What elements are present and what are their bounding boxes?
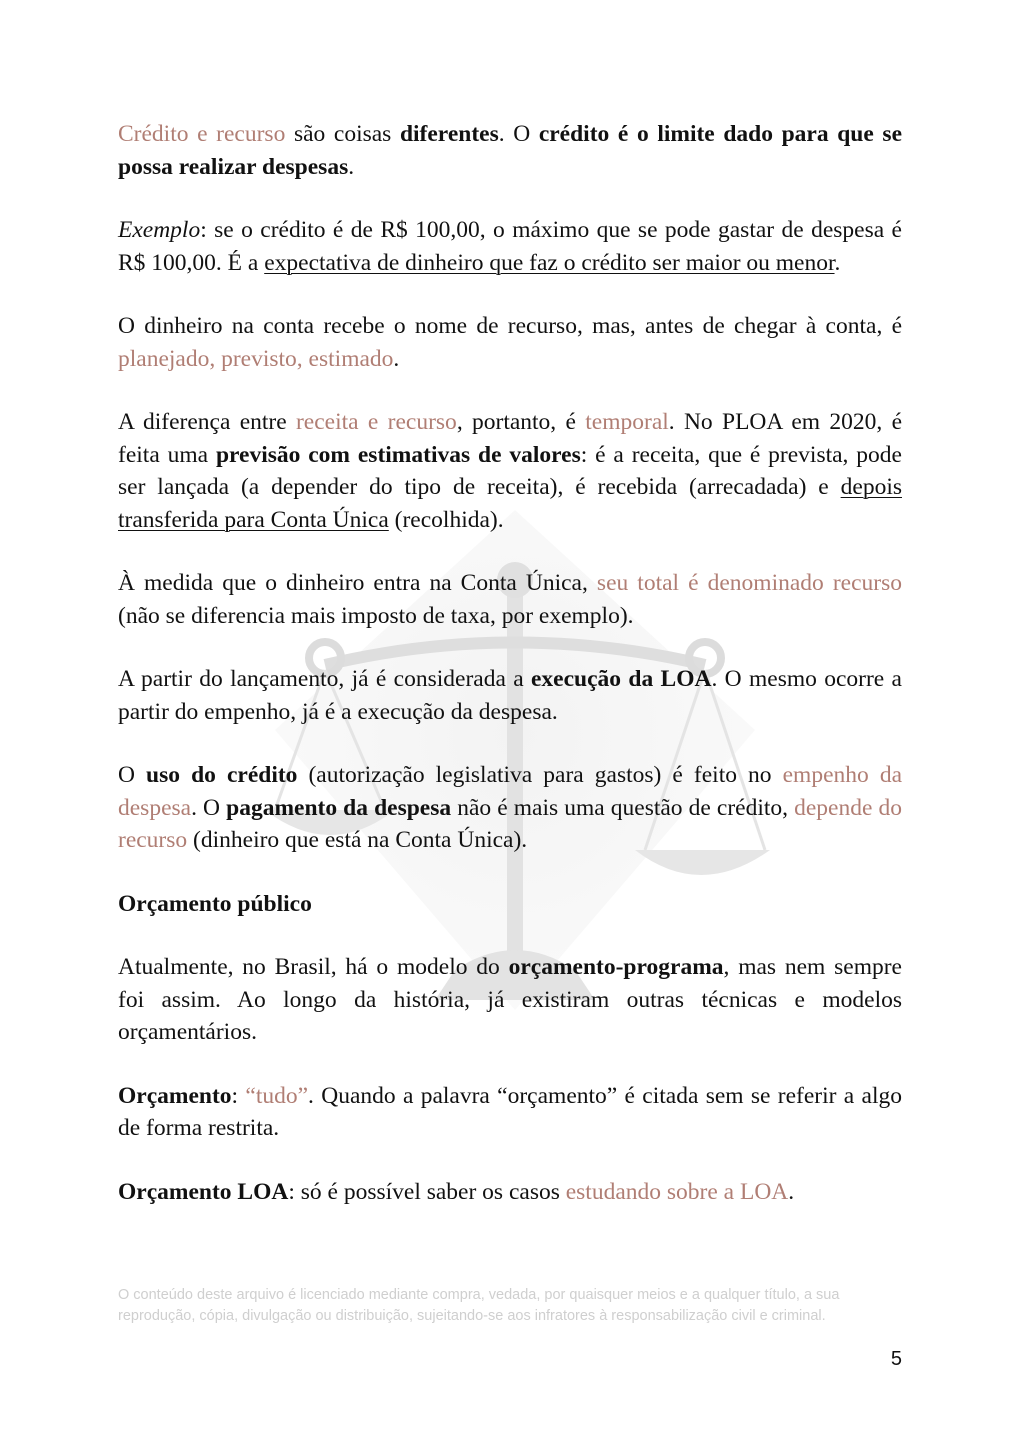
text-run: : se o crédito é de R$ 100,00, o máximo que se pode gastar de despesa é R$ 100,00. É a xyxy=(118,217,902,276)
text-run: . O mesmo ocorre a partir do empenho, já é a execução da despesa. xyxy=(118,666,902,725)
bold-text: Orçamento xyxy=(118,1082,232,1109)
text-run: (autorização legislativa para gastos) é feito no xyxy=(297,762,783,788)
paragraph xyxy=(118,663,902,728)
highlighted-text: seu total é denominado recurso xyxy=(596,570,902,596)
underlined-text: depois transferida para Conta Única xyxy=(118,474,902,533)
text-run: O xyxy=(118,762,147,788)
paragraph xyxy=(118,118,902,183)
highlighted-text: depende do recurso xyxy=(118,794,903,853)
paragraph xyxy=(118,310,902,375)
text-run: A partir do lançamento, já é considerada a xyxy=(118,666,531,692)
text-run: : só é possível saber os casos xyxy=(288,1178,566,1205)
bold-text: orçamento-programa xyxy=(508,954,724,980)
text-run: . No PLOA em 2020, é feita uma xyxy=(118,409,903,468)
highlighted-text: receita e recurso xyxy=(295,409,457,435)
text-run: : xyxy=(231,1082,246,1109)
bold-text: execução da LOA xyxy=(531,666,712,692)
license-notice: O conteúdo deste arquivo é licenciado mediante compra, vedada, por quaisquer meios e a qualquer título, a sua reprodução, cópia, divulgação ou distribuição, sujeitando-se aos infratores à responsabilização civil e criminal. xyxy=(118,1287,840,1324)
section-heading xyxy=(118,888,902,921)
bold-text: previsão com estimativas de valores xyxy=(215,441,581,468)
paragraph xyxy=(118,1176,902,1209)
document-body xyxy=(118,118,902,1239)
paragraph xyxy=(118,951,902,1049)
underlined-text: expectativa de dinheiro que faz o crédito ser maior ou menor xyxy=(264,249,835,276)
italic-text: Exemplo xyxy=(118,217,201,243)
highlighted-text: “tudo” xyxy=(245,1082,309,1109)
text-run: À medida que o dinheiro entra na Conta Única, xyxy=(118,570,597,596)
text-run: . xyxy=(393,345,400,372)
text-run: A diferença entre xyxy=(118,409,296,435)
bold-text: crédito é o limite dado para que se possa realizar despesas xyxy=(118,121,902,180)
highlighted-text: planejado, previsto, estimado xyxy=(118,345,394,372)
highlighted-text: temporal xyxy=(585,409,669,435)
text-run: são coisas xyxy=(285,121,400,147)
page-number: 5 xyxy=(890,1348,902,1370)
text-run: não é mais uma questão de crédito, xyxy=(451,794,795,821)
text-run: . xyxy=(348,153,355,180)
paragraph xyxy=(118,567,902,632)
text-run: . xyxy=(834,249,841,276)
text-run: . O xyxy=(191,794,227,821)
bold-text: diferentes xyxy=(399,121,499,147)
text-run: O dinheiro na conta recebe o nome de recurso, mas, antes de chegar à conta, é xyxy=(118,313,902,339)
text-run: . O xyxy=(498,121,539,147)
bold-text: pagamento da despesa xyxy=(226,794,452,821)
paragraph xyxy=(118,406,902,536)
text-run: (não se diferencia mais imposto de taxa, por exemplo). xyxy=(118,602,634,629)
text-run: (recolhida). xyxy=(388,506,504,533)
bold-text: Orçamento público xyxy=(118,890,312,917)
text-run: Atualmente, no Brasil, há o modelo do xyxy=(118,954,509,980)
text-run: . Quando a palavra “orçamento” é citada sem se referir a algo de forma restrita. xyxy=(118,1082,903,1141)
highlighted-text: estudando sobre a LOA xyxy=(565,1178,789,1205)
text-run: : é a receita, que é prevista, pode ser lançada (a depender do tipo de receita), é recebida (arrecadada) e xyxy=(118,441,902,500)
paragraph xyxy=(118,759,902,857)
text-run: . xyxy=(788,1178,795,1205)
text-run: , mas nem sempre foi assim. Ao longo da história, já existiram outras técnicas e modelos orçamentários. xyxy=(118,954,902,1045)
paragraph xyxy=(118,214,902,279)
highlighted-text: empenho da despesa xyxy=(118,762,903,821)
text-run: , portanto, é xyxy=(456,409,586,435)
highlighted-text: Crédito e recurso xyxy=(118,121,286,147)
paragraph xyxy=(118,1080,902,1145)
bold-text: uso do crédito xyxy=(146,762,298,788)
bold-text: Orçamento LOA xyxy=(118,1178,289,1205)
text-run: (dinheiro que está na Conta Única). xyxy=(187,827,528,853)
